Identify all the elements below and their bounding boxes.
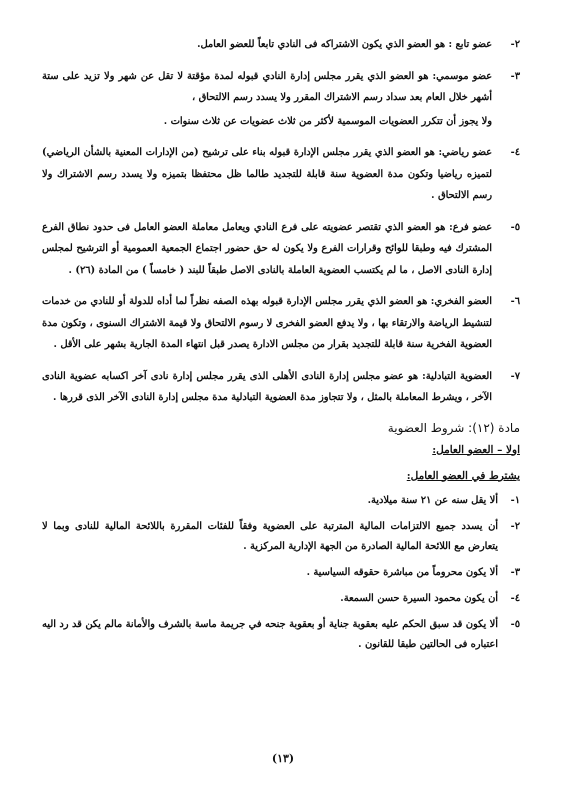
item-text: العضوية التبادلية: هو عضو مجلس إدارة النادى الأهلى الذى يقرر مجلس إدارة نادى آخر اكسابه عضوية النادى الآخر ، ويشرط المعاملة بالمثل ، ولا تتجاوز مدة العضوية التبادلية مدة مجلس إدارة النادى الآخر الذى قررها . bbox=[42, 370, 492, 403]
condition-number: ٤- bbox=[510, 592, 520, 604]
article-title: مادة (١٢): شروط العضوية bbox=[387, 420, 520, 435]
item-text: العضو الفخري: هو العضو الذي يقرر مجلس الإدارة قبوله بهذه الصفه نظراً لما أداه للدولة أو للنادي من خدمات لتنشيط الرياضة والارتقاء بها ، ولا يدفع العضو الفخرى لا رسوم الالتحاق ولا قيمة الاشتراك السنوى ، وتكون مدة العضوية الفخرية سنة قابلة للتجديد بقرار من مجلس الادارة يصدر قبل انتهاء المدة الجارية بشهر على الأقل . bbox=[42, 296, 492, 350]
page-number: (١٣) bbox=[271, 752, 295, 765]
condition-number: ١- bbox=[510, 494, 520, 506]
condition-1 bbox=[42, 491, 520, 511]
condition-number: ٣- bbox=[510, 566, 520, 578]
condition-text: ألا يكون قد سبق الحكم عليه بعقوبة جناية أو بعقوبة جنحه في جريمة ماسة بالشرف والأمانة مالم يكن قد رد اليه اعتباره فى الحالتين طبقا للقانون . bbox=[42, 618, 498, 650]
condition-5 bbox=[42, 615, 520, 655]
item-text: عضو موسمي: هو العضو الذي يقرر مجلس إدارة النادي قبوله لمدة مؤقتة لا تقل عن شهر ولا تزيد على ستة أشهر خلال العام بعد سداد رسم الاشتراك المقرر ولا يسدد رسم الالتحاق ، bbox=[42, 70, 492, 103]
item-text: عضو رياضي: هو العضو الذي يقرر مجلس الإدارة قبوله بناء على ترشيح (من الإدارات المعنية بالشأن الرياضي) لتميزه رياضيا وتكون مدة العضوية سنة قابلة للتجديد طالما ظل محتفظا بتميزه ولا يسدد رسم الاشتراك ولا رسم الالتحاق . bbox=[42, 147, 492, 201]
condition-3 bbox=[42, 563, 520, 583]
condition-4 bbox=[42, 589, 520, 609]
member-type-2 bbox=[42, 34, 520, 56]
item-note: ولا يجوز أن تتكرر العضويات الموسمية لأكثر من ثلاث عضويات عن ثلاث سنوات . bbox=[163, 115, 492, 127]
item-number: ٥- bbox=[510, 221, 520, 233]
condition-text: أن يكون محمود السيرة حسن السمعة. bbox=[340, 592, 498, 604]
section-title: اولا – العضو العامل: bbox=[432, 443, 520, 456]
sub-title: يشترط في العضو العامل: bbox=[406, 469, 520, 482]
condition-text: أن يسدد جميع الالتزامات المالية المترتبة على العضوية وفقاً للفئات المقررة باللائحة المالية للنادى وبما لا يتعارض مع اللائحة المالية الصادرة من الجهة الإدارية المركزية . bbox=[42, 520, 498, 552]
member-type-6 bbox=[42, 291, 520, 356]
condition-number: ٥- bbox=[510, 618, 520, 630]
member-type-5 bbox=[42, 217, 520, 282]
item-text: عضو فرع: هو العضو الذي تقتصر عضويته على فرع النادي ويعامل معاملة العضو العامل فى حدود نطاق الفرع المشترك فيه وطبقا للوائح وقرارات الفرع ولا يكون له حق حضور اجتماع الجمعية العمومية أو الترشيح لمجلس إدارة النادى الاصل ، ما لم يكتسب العضوية العاملة بالنادى الاصل طبقاً للبند ( خامساً ) من المادة (٢٦) . bbox=[42, 221, 492, 276]
member-type-4 bbox=[42, 142, 520, 207]
condition-text: ألا يكون محروماً من مباشرة حقوقه السياسية . bbox=[306, 566, 498, 578]
item-number: ٣- bbox=[510, 70, 520, 82]
item-number: ٧- bbox=[510, 370, 520, 382]
item-number: ٢- bbox=[510, 39, 520, 50]
member-type-3 bbox=[42, 66, 520, 133]
condition-number: ٢- bbox=[510, 520, 520, 532]
item-number: ٦- bbox=[510, 296, 520, 307]
member-type-7 bbox=[42, 366, 520, 409]
condition-2 bbox=[42, 517, 520, 557]
item-text: عضو تابع : هو العضو الذي يكون الاشتراكه فى النادي تابعاً للعضو العامل. bbox=[197, 39, 492, 50]
condition-text: ألا يقل سنه عن ٢١ سنة ميلادية. bbox=[367, 494, 498, 506]
item-number: ٤- bbox=[510, 147, 520, 158]
